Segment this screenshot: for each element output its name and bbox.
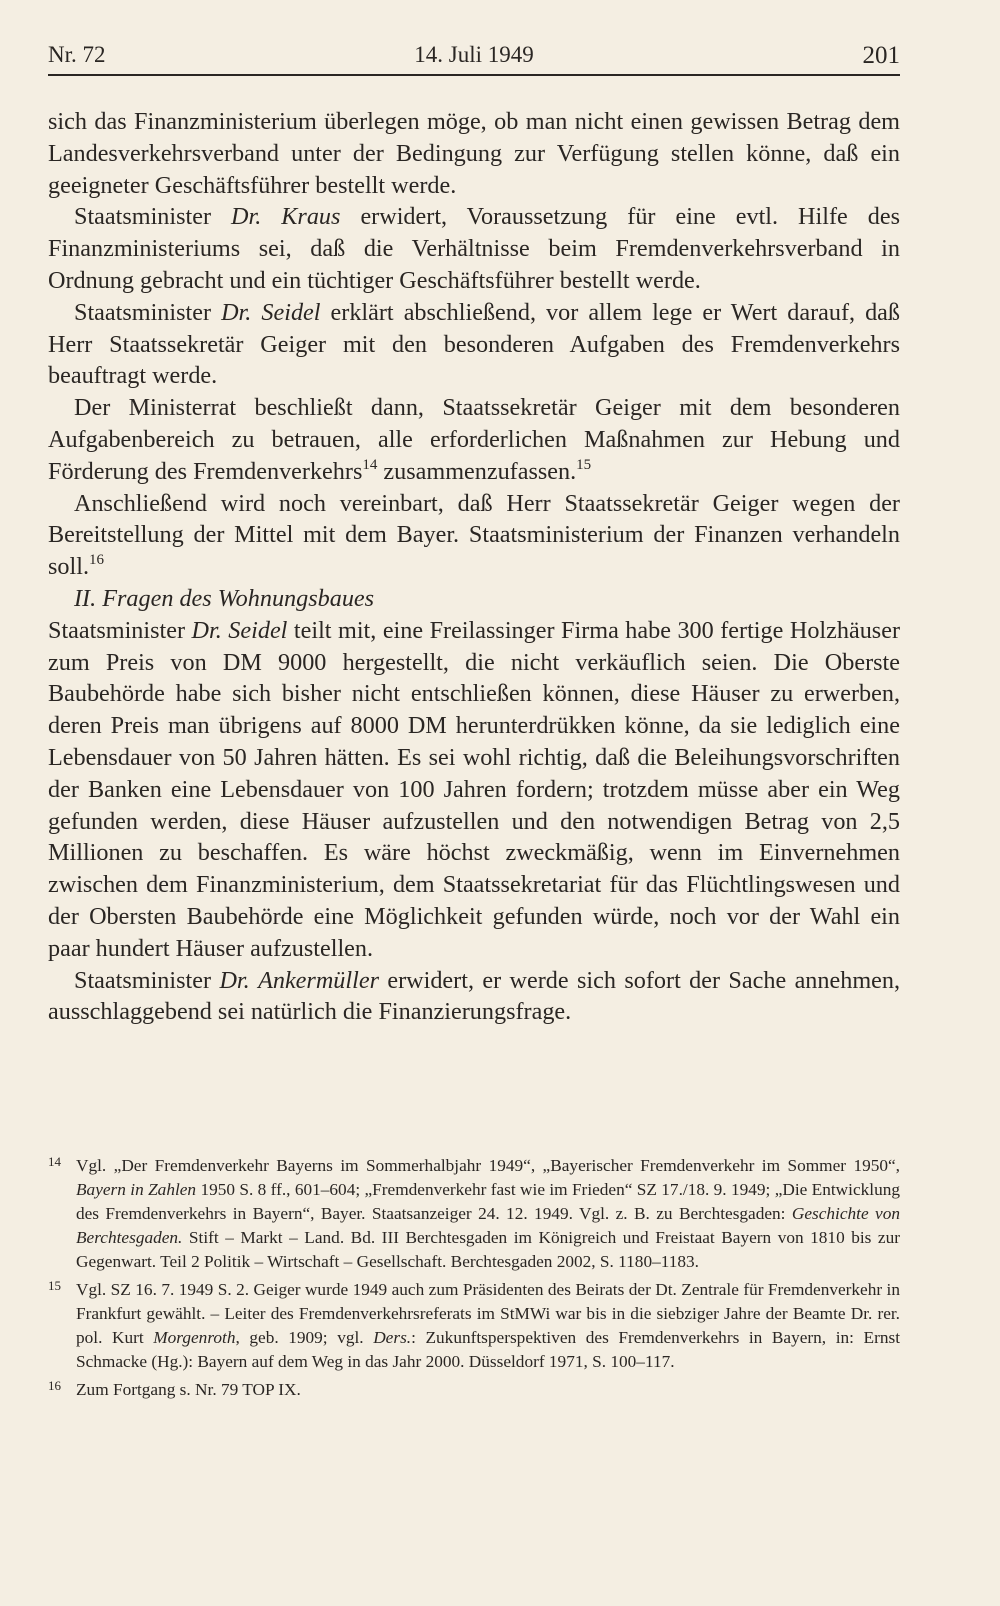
person-name: Kraus	[281, 203, 341, 231]
footnote-ref: 15	[576, 456, 592, 473]
person-title: Dr.	[231, 203, 262, 231]
person-title: Dr.	[221, 298, 252, 326]
person-name: Seidel	[261, 298, 321, 326]
person-name: Ankermüller	[258, 966, 379, 994]
footnotes	[48, 1154, 900, 1406]
person-title: Dr.	[191, 616, 222, 644]
paragraph: Staatsminister Dr. Ankermüller erwidert, er werde sich sofort der Sache annehmen, ausschlaggebend sei natürlich die Finanzierungsfrage.	[48, 966, 901, 1026]
footnote-number: 16	[48, 1378, 61, 1393]
footnote-number: 15	[48, 1278, 61, 1293]
paragraph: Staatsminister Dr. Kraus erwidert, Voraussetzung für eine evtl. Hilfe des Finanzministeriums sei, daß die Verhältnisse beim Fremdenverkehrsverband in Ordnung gebracht und ein tüchtiger Geschäftsführer bestellt werde.	[48, 203, 901, 294]
running-header	[48, 42, 900, 76]
paragraph: Anschließend wird noch vereinbart, daß Herr Staatssekretär Geiger wegen der Bereitstellung der Mittel mit dem Bayer. Staatsministerium der Finanzen verhandeln soll.$^{16}$	[48, 489, 900, 581]
footnote: 15 Vgl. SZ 16. 7. 1949 S. 2. Geiger wurde 1949 auch zum Präsidenten des Beirats der Dt. Zentrale für Fremdenverkehr in Frankfurt gewählt. – Leiter des Fremdenverkehrsreferats im StMWi war bis in die siebziger Jahre der Beamte Dr. rer. pol. Kurt Morgenroth, geb. 1909; vgl. Ders.: Zukunftsperspektiven des Fremdenverkehrs in Bayern, in: Ernst Schmacke (Hg.): Bayern auf dem Weg in das Jahr 2000. Düsseldorf 1971, S. 100–117.	[48, 1278, 900, 1374]
paragraph: Staatsminister Dr. Seidel erklärt abschließend, vor allem lege er Wert darauf, daß Herr Staatssekretär Geiger mit den besonderen Aufgaben des Fremdenverkehrs beauftragt werde.	[48, 298, 901, 390]
footnote: 14 Vgl. „Der Fremdenverkehr Bayerns im Sommerhalbjahr 1949“, „Bayerischer Fremdenverkehr im Sommer 1950“, Bayern in Zahlen 1950 S. 8 ff., 601–604; „Fremdenverkehr fast wie im Frieden“ SZ 17./18. 9. 1949; „Die Entwicklung des Fremdenverkehrs in Bayern“, Bayer. Staatsanzeiger 24. 12. 1949. Vgl. z. B. zu Berchtesgaden: Geschichte von Berchtesgaden. Stift – Markt – Land. Bd. III Berchtesgaden im Königreich und Freistaat Bayern von 1810 bis zur Gegenwart. Teil 2 Politik – Wirtschaft – Gesellschaft. Berchtesgaden 2002, S. 1180–1183.	[48, 1154, 900, 1274]
paragraph: sich das Finanzministerium überlegen möge, ob man nicht einen gewissen Betrag dem Landesverkehrsverband unter der Bedingung zur Verfügung stellen könne, daß ein geeigneter Geschäftsführer bestellt werde.	[48, 108, 900, 199]
person-name: Seidel	[228, 616, 288, 644]
footnote-ref: 16	[89, 552, 104, 569]
paragraph: Staatsminister Dr. Seidel teilt mit, eine Freilassinger Firma habe 300 fertige Holzhäuser zum Preis von DM 9000 hergestellt, die nicht verkäuflich seien. Die Oberste Baubehörde habe sich bisher nicht entschließen können, diese Häuser zu erwerben, deren Preis man übrigens auf 8000 DM herunterdrükken könne, da sie lediglich eine Lebensdauer von 50 Jahren hätten. Es sei wohl richtig, daß die Beleihungsvorschriften der Banken eine Lebensdauer von 100 Jahren fordern; trotzdem müsse aber ein Weg gefunden werden, diese Häuser aufzustellen und den notwendigen Betrag von 2,5 Millionen zu beschaffen. Es wäre höchst zweckmäßig, wenn im Einvernehmen zwischen dem Finanzministerium, dem Staatssekretariat für das Flüchtlingswesen und der Obersten Baubehörde eine Möglichkeit gefunden würde, noch vor der Wahl ein paar hundert Häuser aufzustellen.	[48, 616, 900, 962]
footnote-ref: 14	[362, 456, 378, 473]
footnote-number: 14	[48, 1154, 61, 1169]
section-heading: II. Fragen des Wohnungsbaues	[74, 584, 375, 612]
footnote: 16 Zum Fortgang s. Nr. 79 TOP IX.	[48, 1378, 900, 1402]
main-text	[48, 106, 900, 1028]
document-number: Nr. 72	[48, 42, 106, 67]
header-date: 14. Juli 1949	[414, 42, 534, 67]
page-number: 201	[862, 42, 900, 69]
person-title: Dr.	[219, 966, 250, 994]
paragraph: Der Ministerrat beschließt dann, Staatssekretär Geiger mit dem besonderen Aufgabenbereich zu betrauen, alle erforderlichen Maßnahmen zur Hebung und Förderung des Fremdenverkehrs$^{14}$ zusammenzufassen.$^{15}$	[48, 394, 900, 485]
